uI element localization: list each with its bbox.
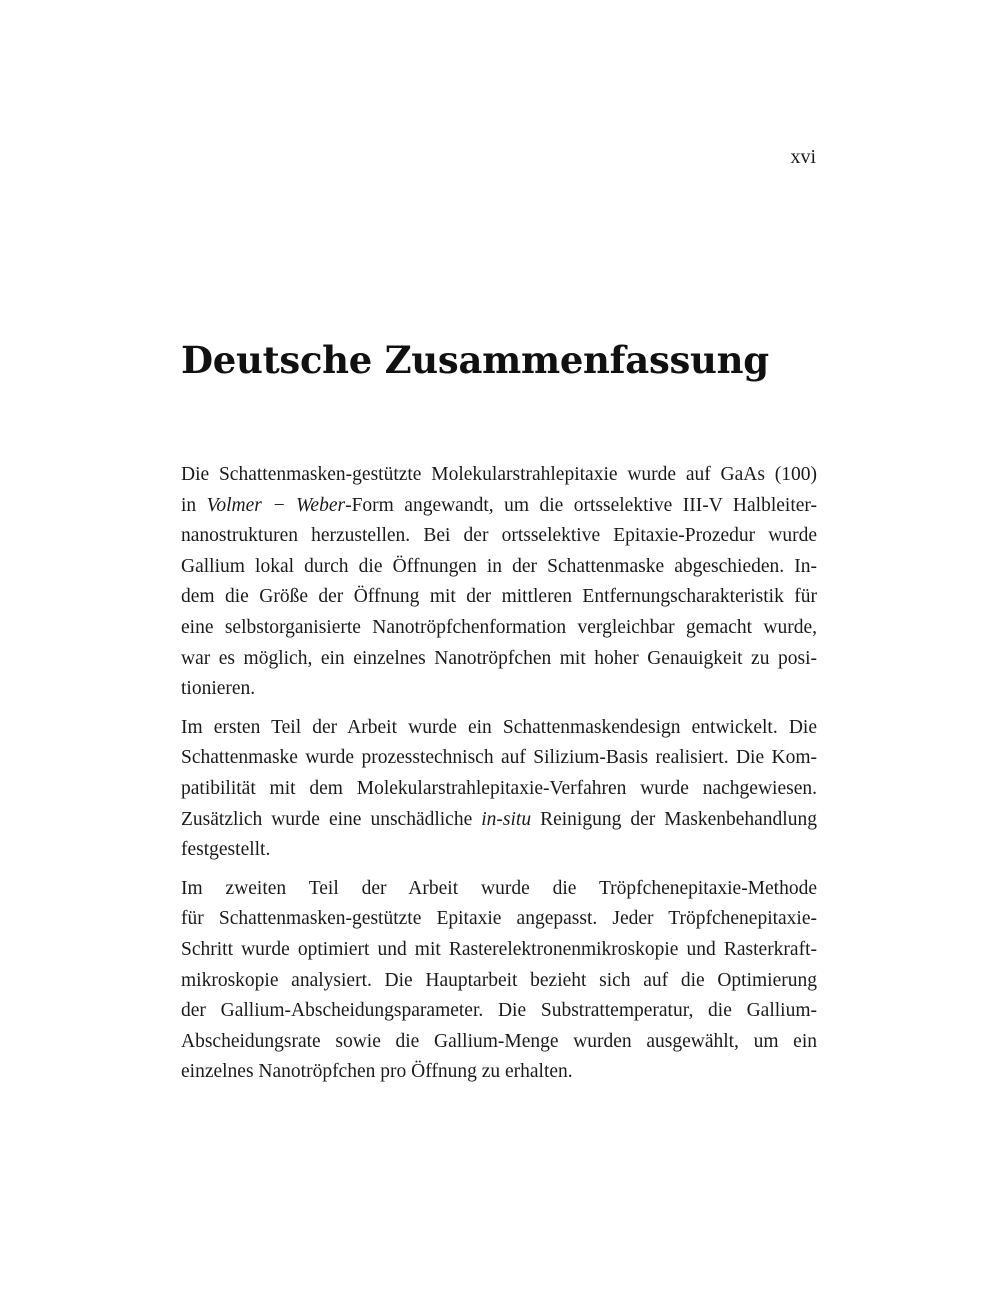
paragraph-1 bbox=[181, 460, 817, 705]
text-line: Abscheidungsrate sowie die Gallium-Menge wurden ausgewählt, um ein bbox=[181, 1030, 817, 1052]
text-line: war es möglich, ein einzelnes Nanotröpfchen mit hoher Genauigkeit zu posi- bbox=[181, 647, 817, 669]
body-text bbox=[181, 460, 817, 1096]
text-line: Zusätzlich wurde eine unschädliche in-situ Reinigung der Maskenbehandlung bbox=[181, 808, 817, 830]
text-line: Schattenmaske wurde prozesstechnisch auf Silizium-Basis realisiert. Die Kom- bbox=[181, 747, 817, 769]
text-line: eine selbstorganisierte Nanotröpfchenformation vergleichbar gemacht wurde, bbox=[181, 616, 817, 638]
text-line: in Volmer − Weber-Form angewandt, um die ortsselektive III-V Halbleiter- bbox=[181, 494, 817, 516]
text-line: für Schattenmasken-gestützte Epitaxie angepasst. Jeder Tröpfchenepitaxie- bbox=[181, 908, 817, 930]
text-line: tionieren. bbox=[181, 678, 256, 700]
text-line: mikroskopie analysiert. Die Hauptarbeit bezieht sich auf die Optimierung bbox=[181, 969, 817, 991]
text-line: nanostrukturen herzustellen. Bei der ortsselektive Epitaxie-Prozedur wurde bbox=[181, 525, 817, 547]
text-line: der Gallium-Abscheidungsparameter. Die Substrattemperatur, die Gallium- bbox=[181, 1000, 817, 1022]
text-line: Die Schattenmasken-gestützte Molekularstrahlepitaxie wurde auf GaAs (100) bbox=[181, 464, 817, 485]
text-line: festgestellt. bbox=[181, 839, 271, 861]
text-line: einzelnes Nanotröpfchen pro Öffnung zu erhalten. bbox=[181, 1061, 573, 1083]
chapter-title: Deutsche Zusammenfassung bbox=[181, 338, 769, 382]
text-line: Im ersten Teil der Arbeit wurde ein Schattenmaskendesign entwickelt. Die bbox=[181, 716, 817, 738]
text-line: patibilität mit dem Molekularstrahlepitaxie-Verfahren wurde nachgewiesen. bbox=[181, 777, 817, 799]
text-line: Gallium lokal durch die Öffnungen in der Schattenmaske abgeschieden. In- bbox=[181, 555, 817, 577]
paragraph-2 bbox=[181, 713, 817, 866]
text-line: dem die Größe der Öffnung mit der mittleren Entfernungscharakteristik für bbox=[181, 586, 817, 608]
paragraph-3 bbox=[181, 874, 817, 1088]
page-number: xvi bbox=[790, 146, 816, 168]
text-line: Im zweiten Teil der Arbeit wurde die Tröpfchenepitaxie-Methode bbox=[181, 877, 817, 899]
text-line: Schritt wurde optimiert und mit Rasterelektronenmikroskopie und Rasterkraft- bbox=[181, 938, 817, 960]
